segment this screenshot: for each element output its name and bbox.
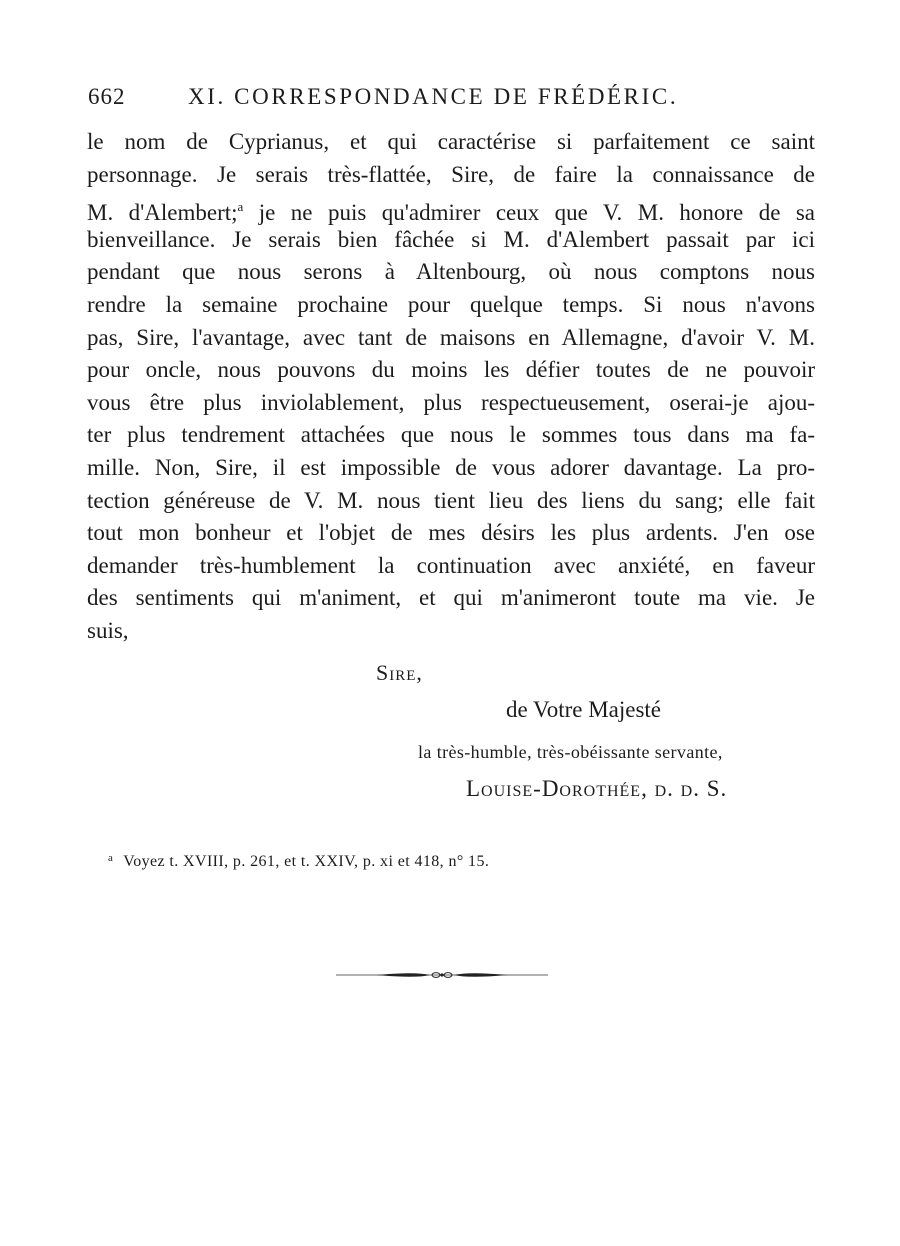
text-line: tout mon bonheur et l'objet de mes désirs les plus ardents. J'en ose: [87, 520, 815, 546]
footnote: [108, 852, 489, 871]
signature: Louise-Dorothée, d. d. S.: [466, 776, 728, 801]
text-line: [87, 191, 815, 224]
text-line: bienveillance. Je serais bien fâchée si M. d'Alembert passait par ici: [87, 226, 815, 252]
text-line: demander très-humblement la continuation avec anxiété, en faveur: [87, 552, 815, 578]
footnote-text: Voyez t. XVIII, p. 261, et t. XXIV, p. xi et 418, n° 15.: [123, 853, 490, 870]
text-line: pendant que nous serons à Altenbourg, où nous comptons nous: [87, 259, 815, 285]
text-line: suis,: [87, 617, 129, 643]
closing-salutation: Sire,: [376, 660, 423, 685]
text-fragment: je ne puis qu'admirer ceux que V. M. honore de sa: [258, 200, 816, 226]
text-line: pas, Sire, l'avantage, avec tant de maisons en Allemagne, d'avoir V. M.: [87, 324, 815, 350]
text-line: vous être plus inviolablement, plus respectueusement, oserai-je ajou-: [87, 389, 815, 415]
running-head: [88, 80, 818, 114]
text-line: le nom de Cyprianus, et qui caractérise si parfaitement ce saint: [87, 129, 815, 154]
closing-line: la très-humble, très-obéissante servante,: [418, 742, 723, 762]
letter-body: [87, 126, 815, 648]
text-line: des sentiments qui m'animent, et qui m'animeront toute ma vie. Je: [87, 585, 815, 611]
text-line: ter plus tendrement attachées que nous le sommes tous dans ma fa-: [87, 422, 815, 448]
footnote-marker: a: [108, 852, 114, 864]
ornament-divider-icon: [336, 968, 548, 982]
text-fragment: M. d'Alembert;: [87, 200, 238, 226]
text-line: mille. Non, Sire, il est impossible de vous adorer davantage. La pro-: [87, 454, 815, 480]
footnote-reference: a: [237, 199, 244, 215]
page-title: XI. CORRESPONDANCE DE FRÉDÉRIC.: [188, 84, 679, 109]
text-line: pour oncle, nous pouvons du moins les défier toutes de ne pouvoir: [87, 357, 815, 383]
text-line: personnage. Je serais très-flattée, Sire, de faire la connaissance de: [87, 161, 815, 187]
page-number: 662: [88, 84, 126, 109]
closing-line: de Votre Majesté: [506, 697, 662, 722]
text-line: rendre la semaine prochaine pour quelque temps. Si nous n'avons: [87, 291, 815, 317]
text-line: tection généreuse de V. M. nous tient lieu des liens du sang; elle fait: [87, 487, 815, 513]
